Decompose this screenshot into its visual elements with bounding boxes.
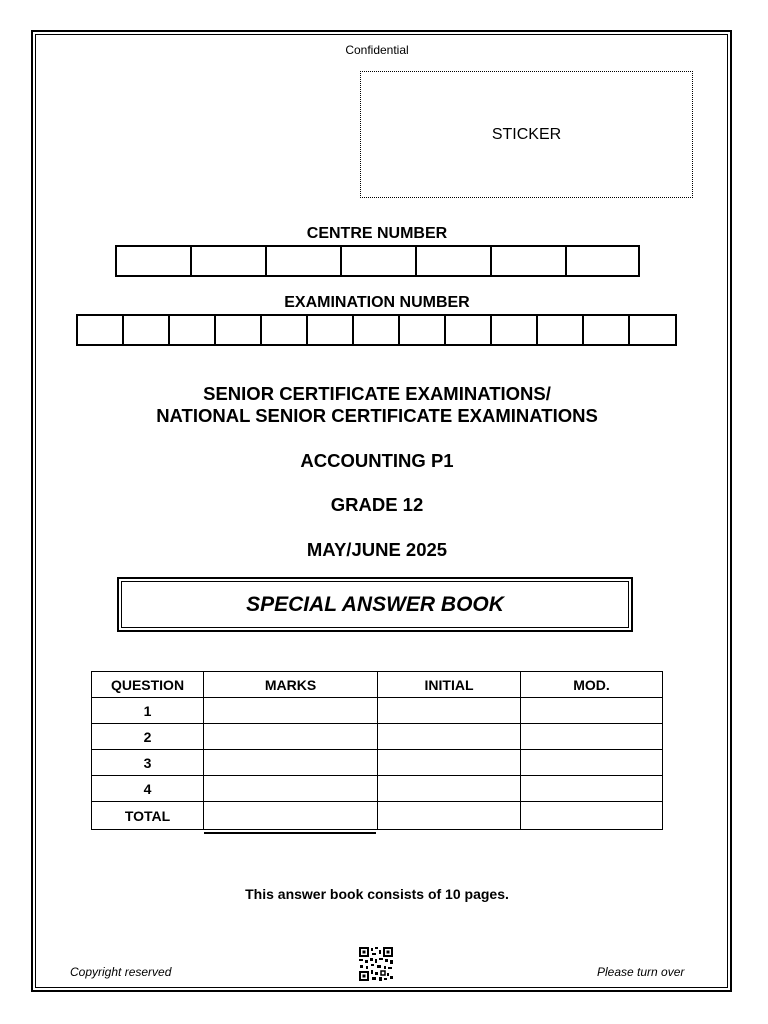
initial-cell[interactable] — [378, 698, 521, 724]
total-mod-cell[interactable] — [521, 802, 663, 830]
examination-number-box[interactable] — [170, 316, 216, 344]
question-number: 2 — [92, 724, 204, 750]
pages-note: This answer book consists of 10 pages. — [245, 886, 509, 902]
session-title: MAY/JUNE 2025 — [306, 539, 448, 560]
initial-cell[interactable] — [378, 750, 521, 776]
table-row — [92, 724, 663, 750]
total-row — [92, 802, 663, 830]
header-marks: MARKS — [204, 672, 378, 698]
examination-number-box[interactable] — [308, 316, 354, 344]
marks-cell[interactable] — [204, 724, 378, 750]
mod-cell[interactable] — [521, 776, 663, 802]
table-row — [92, 698, 663, 724]
total-marks-cell[interactable] — [204, 802, 378, 830]
examination-number-box[interactable] — [262, 316, 308, 344]
total-initial-cell[interactable] — [378, 802, 521, 830]
total-double-underline — [204, 832, 376, 834]
special-answer-book-title: SPECIAL ANSWER BOOK — [121, 581, 629, 628]
centre-number-box[interactable] — [267, 247, 342, 275]
subject-title: ACCOUNTING P1 — [300, 450, 454, 471]
exam-title-line2: NATIONAL SENIOR CERTIFICATE EXAMINATIONS — [156, 405, 598, 426]
examination-number-box[interactable] — [630, 316, 675, 344]
mod-cell[interactable] — [521, 750, 663, 776]
initial-cell[interactable] — [378, 724, 521, 750]
copyright-label: Copyright reserved — [70, 965, 172, 979]
examination-number-boxes — [76, 314, 677, 346]
mod-cell[interactable] — [521, 724, 663, 750]
qr-code-icon — [358, 946, 394, 982]
centre-number-box[interactable] — [342, 247, 417, 275]
marks-cell[interactable] — [204, 698, 378, 724]
confidential-label: Confidential — [345, 43, 409, 57]
examination-number-box[interactable] — [492, 316, 538, 344]
examination-number-box[interactable] — [584, 316, 630, 344]
examination-number-box[interactable] — [446, 316, 492, 344]
total-label: TOTAL — [92, 802, 204, 830]
sticker-label: STICKER — [491, 125, 562, 143]
table-row — [92, 750, 663, 776]
examination-number-box[interactable] — [216, 316, 262, 344]
exam-title-line1: SENIOR CERTIFICATE EXAMINATIONS/ — [203, 383, 551, 404]
marks-table — [91, 671, 663, 830]
examination-number-box[interactable] — [78, 316, 124, 344]
header-mod: MOD. — [521, 672, 663, 698]
centre-number-box[interactable] — [492, 247, 567, 275]
marks-cell[interactable] — [204, 750, 378, 776]
examination-number-box[interactable] — [538, 316, 584, 344]
turn-over-label: Please turn over — [597, 965, 685, 979]
mod-cell[interactable] — [521, 698, 663, 724]
sticker-box — [360, 71, 693, 198]
examination-number-box[interactable] — [354, 316, 400, 344]
centre-number-box[interactable] — [417, 247, 492, 275]
marks-table-header — [92, 672, 663, 698]
question-number: 1 — [92, 698, 204, 724]
question-number: 3 — [92, 750, 204, 776]
centre-number-box[interactable] — [567, 247, 638, 275]
centre-number-box[interactable] — [192, 247, 267, 275]
centre-number-box[interactable] — [117, 247, 192, 275]
examination-number-box[interactable] — [400, 316, 446, 344]
table-row — [92, 776, 663, 802]
initial-cell[interactable] — [378, 776, 521, 802]
header-initial: INITIAL — [378, 672, 521, 698]
grade-title: GRADE 12 — [330, 494, 424, 515]
marks-cell[interactable] — [204, 776, 378, 802]
examination-number-label: EXAMINATION NUMBER — [284, 294, 470, 311]
centre-number-boxes — [115, 245, 640, 277]
header-question: QUESTION — [92, 672, 204, 698]
examination-number-box[interactable] — [124, 316, 170, 344]
centre-number-label: CENTRE NUMBER — [306, 225, 448, 242]
question-number: 4 — [92, 776, 204, 802]
